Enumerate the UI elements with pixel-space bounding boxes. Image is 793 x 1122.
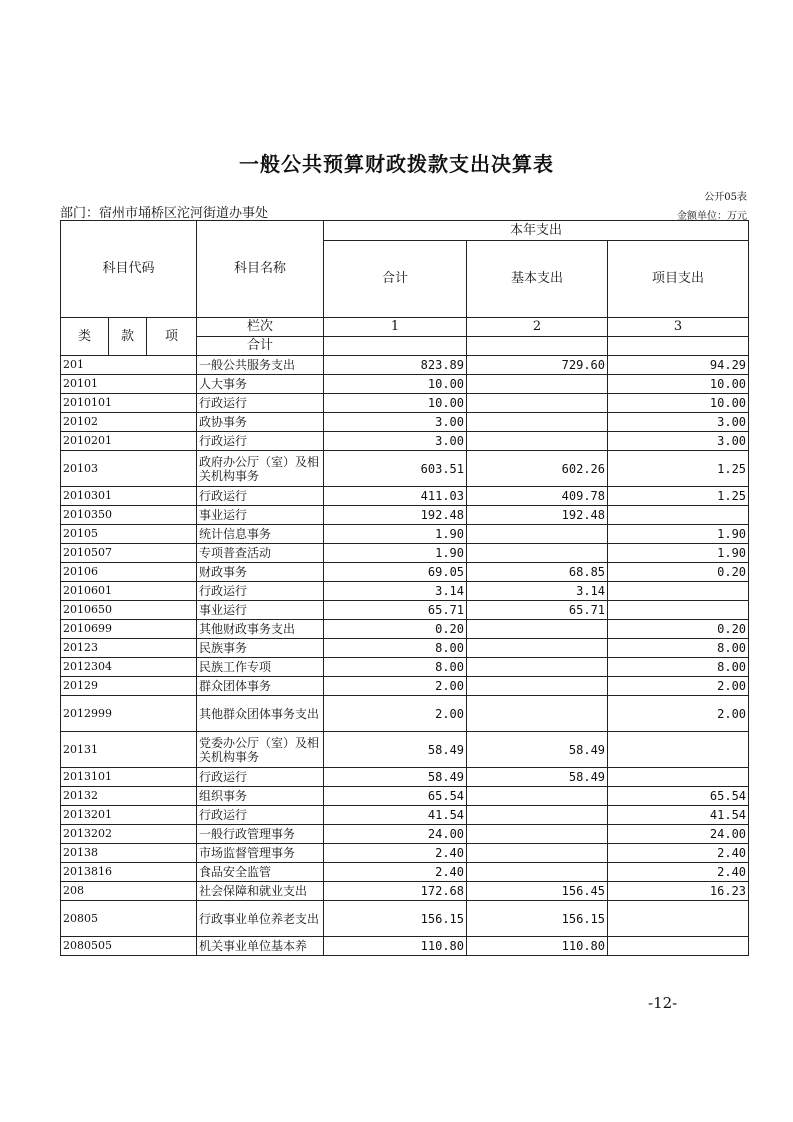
header-sum-total [324, 337, 467, 356]
table-row [61, 658, 749, 677]
subject-code-cell: 20123 [61, 639, 197, 658]
basic-amount-cell: 68.85 [467, 563, 608, 582]
table-row [61, 506, 749, 525]
subject-name-cell: 民族工作专项 [197, 658, 324, 677]
basic-amount-cell [467, 863, 608, 882]
project-amount-cell: 0.20 [608, 563, 749, 582]
total-amount-cell: 110.80 [324, 937, 467, 956]
project-amount-cell: 10.00 [608, 394, 749, 413]
total-amount-cell: 65.71 [324, 601, 467, 620]
total-amount-cell: 823.89 [324, 356, 467, 375]
header-project: 项目支出 [608, 241, 749, 318]
basic-amount-cell [467, 432, 608, 451]
table-row [61, 863, 749, 882]
project-amount-cell: 65.54 [608, 787, 749, 806]
subject-name-cell: 市场监督管理事务 [197, 844, 324, 863]
total-amount-cell: 3.00 [324, 432, 467, 451]
project-amount-cell [608, 732, 749, 768]
basic-amount-cell: 156.15 [467, 901, 608, 937]
subject-code-cell: 2080505 [61, 937, 197, 956]
subject-name-cell: 事业运行 [197, 601, 324, 620]
project-amount-cell: 2.00 [608, 677, 749, 696]
subject-name-cell: 行政运行 [197, 487, 324, 506]
subject-name-cell: 其他财政事务支出 [197, 620, 324, 639]
header-sum-basic [467, 337, 608, 356]
total-amount-cell: 3.00 [324, 413, 467, 432]
subject-name-cell: 事业运行 [197, 506, 324, 525]
project-amount-cell: 8.00 [608, 658, 749, 677]
subject-name-cell: 行政运行 [197, 394, 324, 413]
table-row [61, 375, 749, 394]
subject-name-cell: 行政运行 [197, 582, 324, 601]
header-sum-project [608, 337, 749, 356]
subject-name-cell: 其他群众团体事务支出 [197, 696, 324, 732]
basic-amount-cell [467, 658, 608, 677]
total-amount-cell: 65.54 [324, 787, 467, 806]
basic-amount-cell: 156.45 [467, 882, 608, 901]
table-row [61, 544, 749, 563]
table-body [61, 221, 749, 956]
project-amount-cell [608, 582, 749, 601]
form-number: 公开05表 [704, 192, 747, 203]
basic-amount-cell [467, 639, 608, 658]
project-amount-cell: 1.90 [608, 544, 749, 563]
subject-name-cell: 群众团体事务 [197, 677, 324, 696]
subject-code-cell: 2013816 [61, 863, 197, 882]
unit-label: 金额单位：万元 [677, 211, 747, 222]
basic-amount-cell: 729.60 [467, 356, 608, 375]
total-amount-cell: 3.14 [324, 582, 467, 601]
table-row [61, 525, 749, 544]
basic-amount-cell [467, 413, 608, 432]
project-amount-cell: 24.00 [608, 825, 749, 844]
project-amount-cell: 94.29 [608, 356, 749, 375]
subject-name-cell: 行政运行 [197, 806, 324, 825]
project-amount-cell: 1.90 [608, 525, 749, 544]
total-amount-cell: 8.00 [324, 658, 467, 677]
header-total: 合计 [324, 241, 467, 318]
total-amount-cell: 156.15 [324, 901, 467, 937]
subject-code-cell: 2010507 [61, 544, 197, 563]
total-amount-cell: 2.40 [324, 863, 467, 882]
project-amount-cell: 1.25 [608, 487, 749, 506]
table-row [61, 825, 749, 844]
basic-amount-cell [467, 525, 608, 544]
basic-amount-cell: 58.49 [467, 732, 608, 768]
subject-name-cell: 行政运行 [197, 432, 324, 451]
subject-code-cell: 20102 [61, 413, 197, 432]
subject-name-cell: 食品安全监管 [197, 863, 324, 882]
total-amount-cell: 1.90 [324, 544, 467, 563]
table-row [61, 620, 749, 639]
table-row [61, 601, 749, 620]
table-row [61, 787, 749, 806]
project-amount-cell: 2.40 [608, 863, 749, 882]
project-amount-cell: 2.00 [608, 696, 749, 732]
header-basic: 基本支出 [467, 241, 608, 318]
table-row [61, 563, 749, 582]
subject-code-cell: 2012304 [61, 658, 197, 677]
subject-code-cell: 20805 [61, 901, 197, 937]
subject-code-cell: 2013201 [61, 806, 197, 825]
total-amount-cell: 2.40 [324, 844, 467, 863]
header-row-3 [61, 318, 749, 337]
subject-name-cell: 社会保障和就业支出 [197, 882, 324, 901]
subject-name-cell: 一般行政管理事务 [197, 825, 324, 844]
total-amount-cell: 0.20 [324, 620, 467, 639]
basic-amount-cell [467, 825, 608, 844]
basic-amount-cell: 192.48 [467, 506, 608, 525]
total-amount-cell: 411.03 [324, 487, 467, 506]
header-sum-label: 合计 [197, 337, 324, 356]
basic-amount-cell: 3.14 [467, 582, 608, 601]
project-amount-cell: 3.00 [608, 432, 749, 451]
header-kuan: 款 [109, 318, 147, 356]
table-row [61, 768, 749, 787]
subject-name-cell: 行政运行 [197, 768, 324, 787]
total-amount-cell: 10.00 [324, 375, 467, 394]
subject-code-cell: 2010350 [61, 506, 197, 525]
subject-code-cell: 2010201 [61, 432, 197, 451]
subject-code-cell: 2010699 [61, 620, 197, 639]
table-row [61, 487, 749, 506]
basic-amount-cell [467, 844, 608, 863]
subject-code-cell: 20129 [61, 677, 197, 696]
page-title: 一般公共预算财政拨款支出决算表 [239, 152, 554, 176]
subject-code-cell: 201 [61, 356, 197, 375]
header-row-1 [61, 221, 749, 241]
total-amount-cell: 24.00 [324, 825, 467, 844]
header-xiang: 项 [147, 318, 197, 356]
basic-amount-cell: 409.78 [467, 487, 608, 506]
subject-name-cell: 机关事业单位基本养 [197, 937, 324, 956]
subject-code-cell: 20103 [61, 451, 197, 487]
table-row [61, 882, 749, 901]
subject-name-cell: 一般公共服务支出 [197, 356, 324, 375]
subject-code-cell: 2010650 [61, 601, 197, 620]
subject-code-cell: 20132 [61, 787, 197, 806]
basic-amount-cell: 65.71 [467, 601, 608, 620]
subject-code-cell: 2010101 [61, 394, 197, 413]
table-row [61, 413, 749, 432]
table-row [61, 356, 749, 375]
subject-code-cell: 20131 [61, 732, 197, 768]
basic-amount-cell: 602.26 [467, 451, 608, 487]
department-label: 部门：宿州市埇桥区沱河街道办事处 [60, 206, 269, 221]
header-name: 科目名称 [197, 221, 324, 318]
project-amount-cell: 10.00 [608, 375, 749, 394]
header-lei: 类 [61, 318, 109, 356]
total-amount-cell: 69.05 [324, 563, 467, 582]
project-amount-cell [608, 901, 749, 937]
table-row [61, 639, 749, 658]
table-row [61, 806, 749, 825]
table-row [61, 451, 749, 487]
total-amount-cell: 2.00 [324, 677, 467, 696]
header-lanci: 栏次 [197, 318, 324, 337]
total-amount-cell: 2.00 [324, 696, 467, 732]
table-row [61, 844, 749, 863]
expenditure-table [60, 220, 749, 956]
table-row [61, 582, 749, 601]
table-row [61, 432, 749, 451]
total-amount-cell: 58.49 [324, 732, 467, 768]
subject-code-cell: 208 [61, 882, 197, 901]
basic-amount-cell [467, 677, 608, 696]
subject-code-cell: 2010601 [61, 582, 197, 601]
header-col2: 2 [467, 318, 608, 337]
table-row [61, 394, 749, 413]
subject-code-cell: 2012999 [61, 696, 197, 732]
header-col3: 3 [608, 318, 749, 337]
total-amount-cell: 41.54 [324, 806, 467, 825]
subject-name-cell: 政协事务 [197, 413, 324, 432]
basic-amount-cell [467, 394, 608, 413]
project-amount-cell: 3.00 [608, 413, 749, 432]
basic-amount-cell [467, 696, 608, 732]
basic-amount-cell [467, 375, 608, 394]
header-col1: 1 [324, 318, 467, 337]
project-amount-cell [608, 601, 749, 620]
subject-code-cell: 20101 [61, 375, 197, 394]
subject-code-cell: 2010301 [61, 487, 197, 506]
subject-name-cell: 人大事务 [197, 375, 324, 394]
table-row [61, 901, 749, 937]
subject-code-cell: 20138 [61, 844, 197, 863]
project-amount-cell: 41.54 [608, 806, 749, 825]
total-amount-cell: 603.51 [324, 451, 467, 487]
total-amount-cell: 172.68 [324, 882, 467, 901]
project-amount-cell [608, 506, 749, 525]
table-row [61, 677, 749, 696]
project-amount-cell: 8.00 [608, 639, 749, 658]
page-number: -12- [648, 994, 678, 1012]
subject-name-cell: 统计信息事务 [197, 525, 324, 544]
basic-amount-cell: 58.49 [467, 768, 608, 787]
total-amount-cell: 192.48 [324, 506, 467, 525]
subject-name-cell: 组织事务 [197, 787, 324, 806]
project-amount-cell: 1.25 [608, 451, 749, 487]
table-row [61, 732, 749, 768]
basic-amount-cell: 110.80 [467, 937, 608, 956]
subject-name-cell: 财政事务 [197, 563, 324, 582]
subject-code-cell: 20106 [61, 563, 197, 582]
table-row [61, 696, 749, 732]
total-amount-cell: 58.49 [324, 768, 467, 787]
project-amount-cell: 16.23 [608, 882, 749, 901]
project-amount-cell: 2.40 [608, 844, 749, 863]
subject-name-cell: 党委办公厅（室）及相关机构事务 [197, 732, 324, 768]
subject-name-cell: 政府办公厅（室）及相关机构事务 [197, 451, 324, 487]
total-amount-cell: 10.00 [324, 394, 467, 413]
project-amount-cell [608, 768, 749, 787]
subject-code-cell: 2013101 [61, 768, 197, 787]
subject-name-cell: 行政事业单位养老支出 [197, 901, 324, 937]
project-amount-cell [608, 937, 749, 956]
subject-name-cell: 民族事务 [197, 639, 324, 658]
header-current-year: 本年支出 [324, 221, 749, 241]
basic-amount-cell [467, 620, 608, 639]
basic-amount-cell [467, 806, 608, 825]
project-amount-cell: 0.20 [608, 620, 749, 639]
table-row [61, 937, 749, 956]
subject-code-cell: 2013202 [61, 825, 197, 844]
header-code: 科目代码 [61, 221, 197, 318]
total-amount-cell: 8.00 [324, 639, 467, 658]
subject-name-cell: 专项普查活动 [197, 544, 324, 563]
total-amount-cell: 1.90 [324, 525, 467, 544]
subject-code-cell: 20105 [61, 525, 197, 544]
basic-amount-cell [467, 787, 608, 806]
basic-amount-cell [467, 544, 608, 563]
